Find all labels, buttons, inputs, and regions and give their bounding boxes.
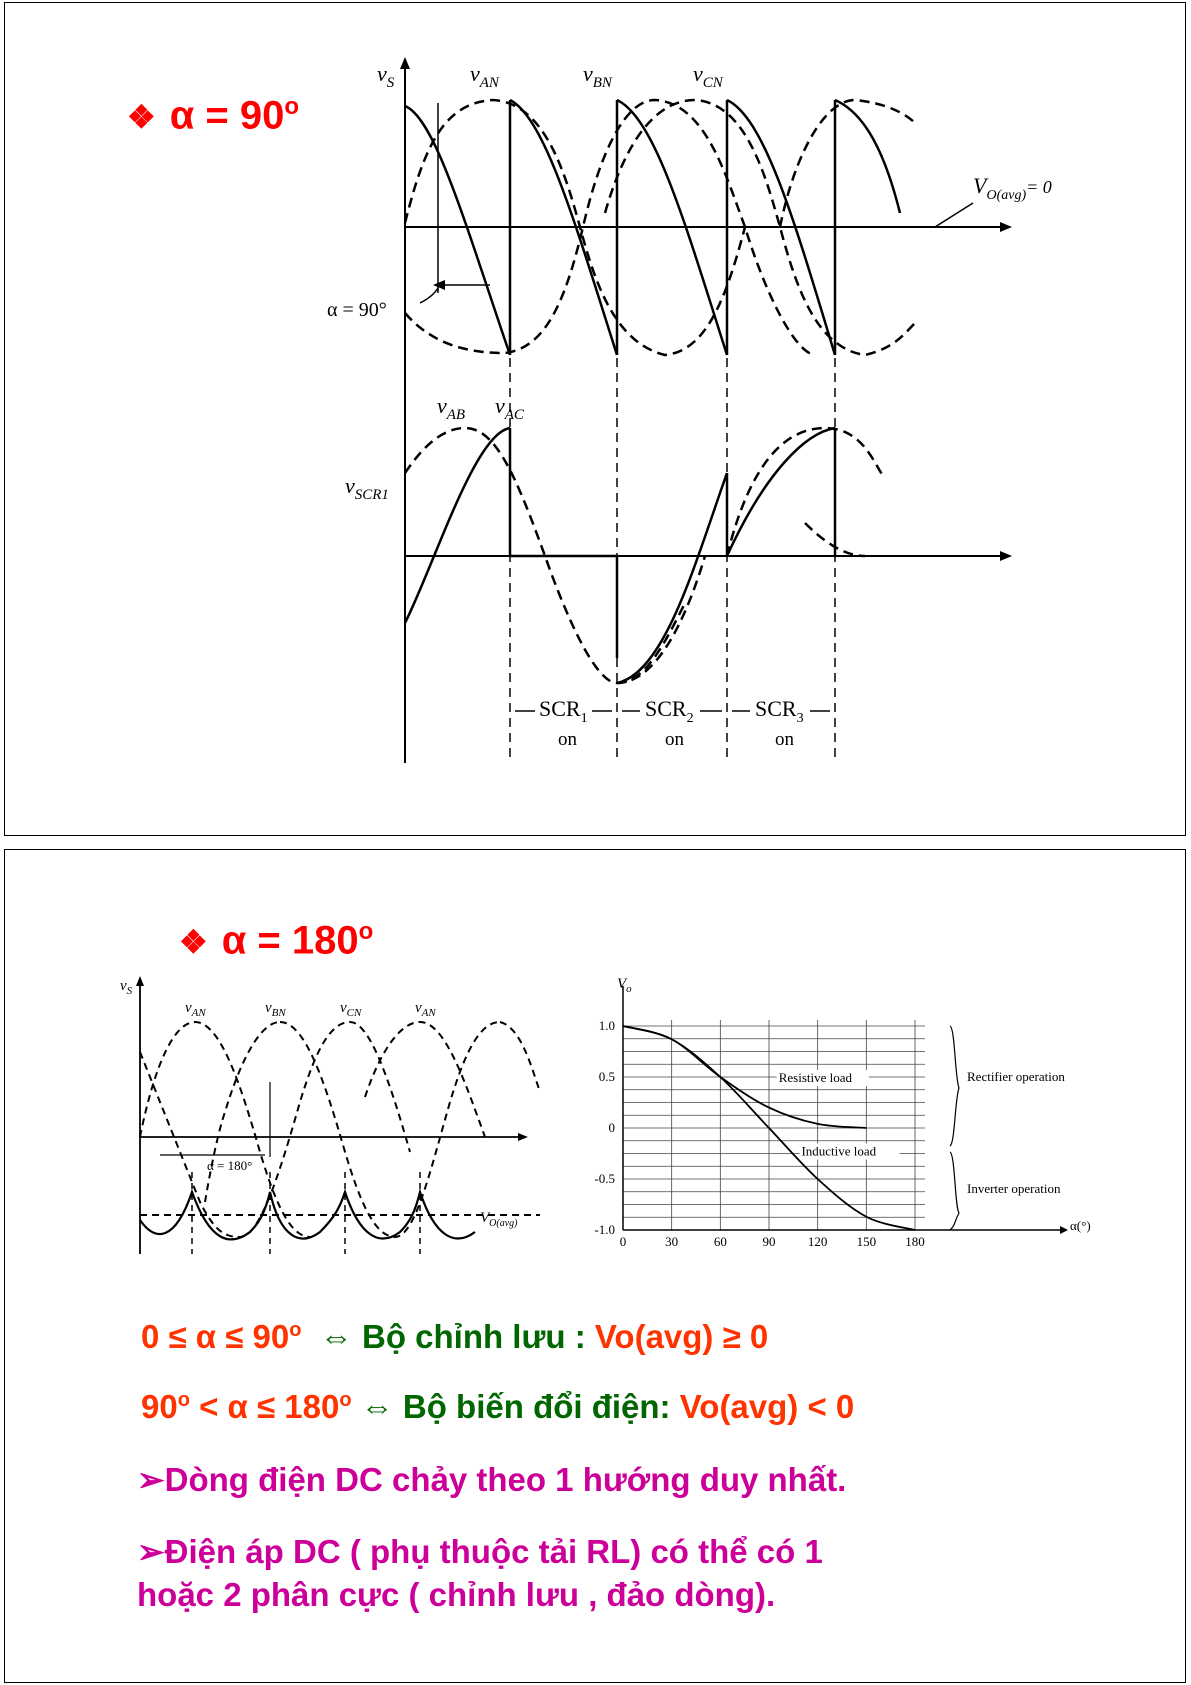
- diamond-bullet-icon: ❖: [127, 99, 156, 136]
- svg-text:vS: $v_S$: [120, 978, 133, 997]
- upper-axis-arrow-icon: [1000, 222, 1012, 232]
- inverter-condition-line: $90^o < \alpha \le 180^o$ ⇔ Bộ biến đổi điện: Vo(avg) < 0: [141, 1388, 855, 1425]
- series-label-0: Resistive load: [778, 1070, 853, 1086]
- svg-text:VO(avg): $V_{O(avg)}$: [480, 1210, 518, 1229]
- svg-text:vAN: $v_{AN}$: [185, 1000, 206, 1019]
- svg-text:vSCR1: $v_{SCR1}$: [345, 473, 389, 503]
- x-tick-label: 180: [905, 1234, 925, 1249]
- dc-current-bullet: ➢Dòng điện DC chảy theo 1 hướng duy nhất.: [137, 1461, 847, 1498]
- svg-text:SCR2: $SCR_2$: [645, 696, 694, 726]
- series-label-1: Inductive load: [801, 1143, 877, 1159]
- svg-text:VO(avg)= 0: $V_{O(avg)}^{= 0}$: [973, 173, 1052, 203]
- vo-vs-alpha-chart: [575, 968, 1110, 1263]
- svg-text:vAB: $v_{AB}$: [437, 393, 466, 423]
- svg-text:vS: $v_S$: [377, 61, 395, 91]
- svg-text:SCR1: $SCR_1$: [539, 696, 588, 726]
- x-tick-label: 120: [807, 1234, 828, 1249]
- dc-voltage-bullet-cont: hoặc 2 phân cực ( chỉnh lưu , đảo dòng).: [137, 1576, 776, 1613]
- chart-xlabel: α(°): [1070, 1218, 1091, 1233]
- x-tick-label: 90: [762, 1234, 776, 1249]
- x-tick-label: 30: [665, 1234, 679, 1249]
- slide-2: [4, 849, 1186, 1683]
- rectifier-brace: [950, 1026, 959, 1146]
- svg-text:vBN: $v_{BN}$: [583, 61, 612, 91]
- svg-text:on: on: [665, 729, 684, 750]
- svg-text:vAC: $v_{AC}$: [495, 393, 524, 423]
- y-tick-label: 0.5: [598, 1069, 615, 1084]
- svg-text:on: on: [558, 729, 577, 750]
- svg-text:α = 180°: α = 180°: [207, 1158, 253, 1173]
- vs-axis-arrow-icon: [400, 57, 410, 69]
- waveform-figure-alpha-90: [5, 3, 1187, 837]
- dc-voltage-bullet: ➢Điện áp DC ( phụ thuộc tải RL) có thể có 1: [137, 1533, 823, 1570]
- alpha-180-heading: ❖ $\alpha = 180^o$: [179, 918, 374, 963]
- x-tick-label: 0: [619, 1234, 627, 1249]
- svg-text:α = 90°: α = 90°: [327, 299, 387, 321]
- diamond-bullet-icon: ❖: [179, 924, 208, 961]
- svg-text:vCN: $v_{CN}$: [693, 61, 723, 91]
- inverter-label: Inverter operation: [967, 1181, 1061, 1196]
- alpha-90-heading: ❖ $\alpha = 90^o$: [127, 93, 300, 138]
- lower-axis-arrow-icon: [1000, 551, 1012, 561]
- inverter-brace: [950, 1152, 959, 1230]
- svg-text:vAN: $v_{AN}$: [415, 1000, 436, 1019]
- x-tick-label: 60: [713, 1234, 727, 1249]
- y-tick-label: 1.0: [598, 1018, 615, 1033]
- y-tick-label: -1.0: [594, 1222, 615, 1237]
- x-axis-arrow-icon: [1060, 1226, 1068, 1234]
- waveform-figure-alpha-180: [100, 972, 560, 1262]
- chart-ylabel: $V_o$: [617, 976, 632, 995]
- rectifier-label: Rectifier operation: [967, 1069, 1065, 1084]
- svg-text:vAN: $v_{AN}$: [470, 61, 499, 91]
- slide-1: [4, 2, 1186, 836]
- rectifier-condition-line: $0 \le \alpha \le 90^o$ ⇔ Bộ chỉnh lưu : Vo(avg) ≥ 0: [141, 1318, 769, 1355]
- svg-text:vCN: $v_{CN}$: [340, 1000, 362, 1019]
- y-tick-label: -0.5: [594, 1171, 615, 1186]
- y-tick-label: 0: [608, 1120, 615, 1135]
- svg-text:on: on: [775, 729, 794, 750]
- svg-text:vBN: $v_{BN}$: [265, 1000, 286, 1019]
- x-tick-label: 150: [856, 1234, 877, 1249]
- svg-text:SCR3: $SCR_3$: [755, 696, 804, 726]
